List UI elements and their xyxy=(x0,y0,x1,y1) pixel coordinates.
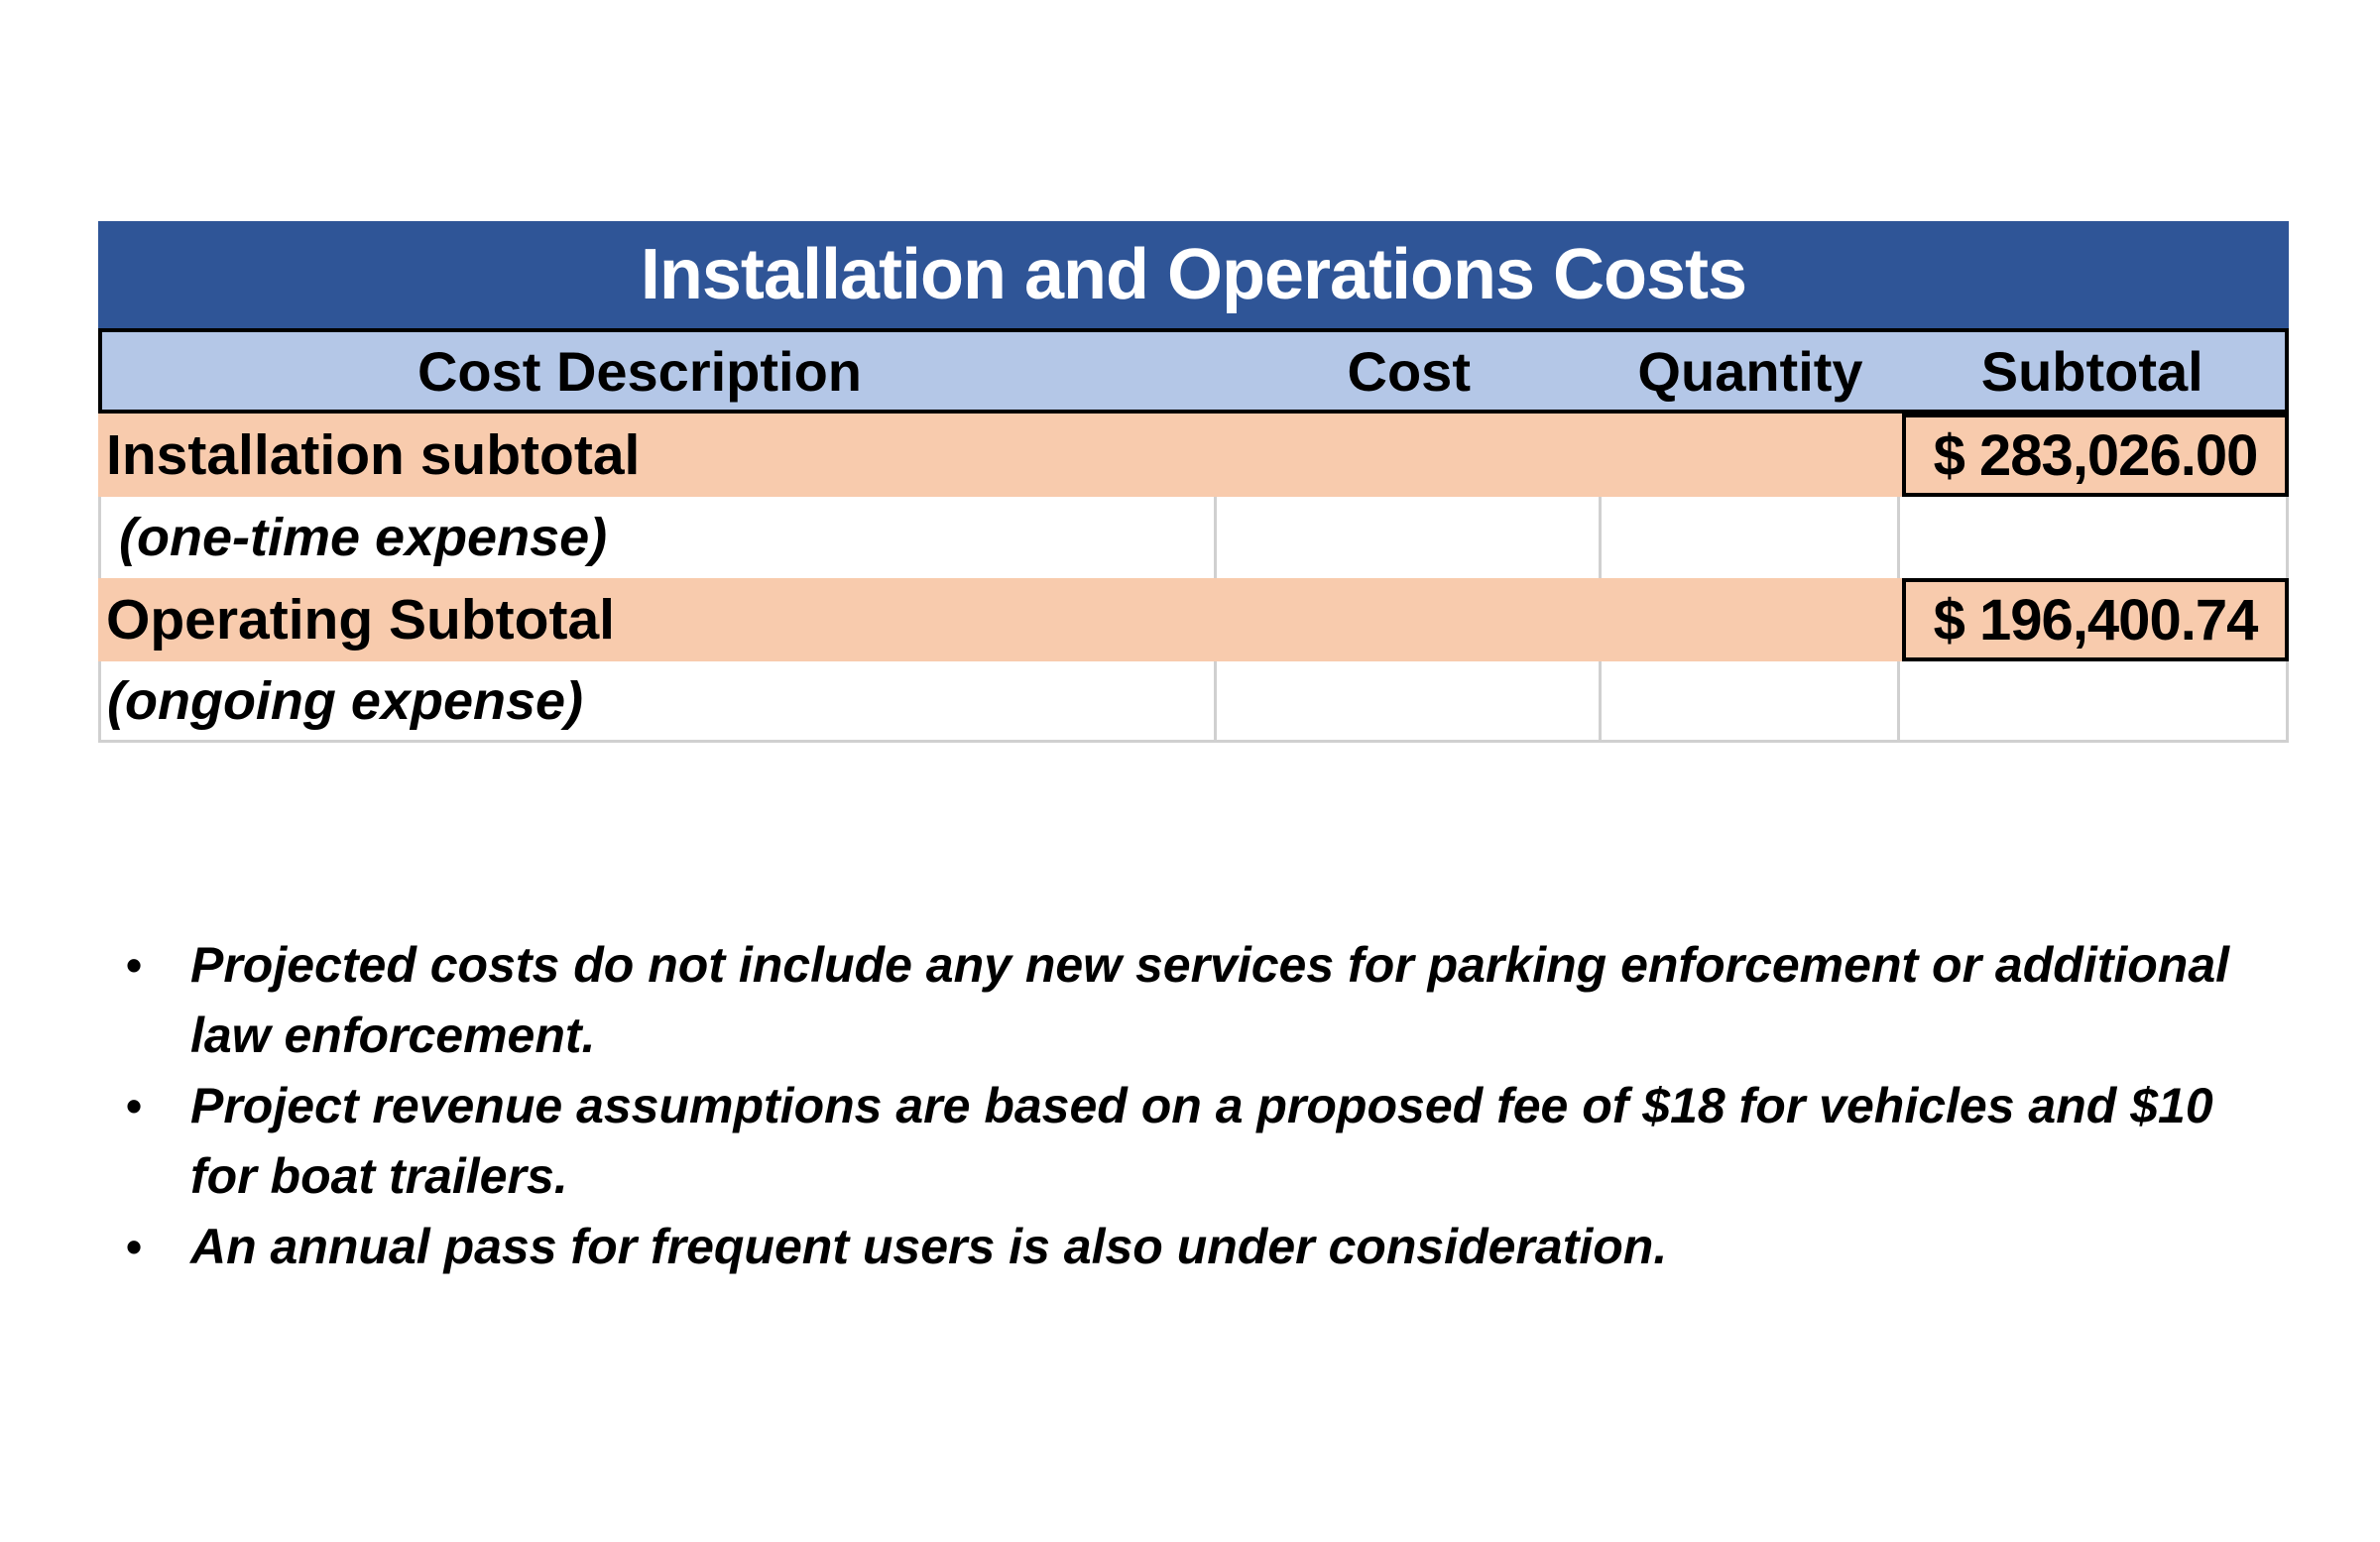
note-text: An annual pass for frequent users is also under consideration. xyxy=(190,1219,1668,1274)
note-item xyxy=(119,1212,2281,1282)
operating-note-quantity-cell xyxy=(1602,661,1900,740)
installation-subtotal-row xyxy=(98,414,2289,497)
column-header-cost-description: Cost Description xyxy=(416,339,863,403)
installation-cost-cell xyxy=(1217,414,1603,497)
operating-note-subtotal-cell xyxy=(1900,661,2286,740)
operating-note-cost-cell xyxy=(1217,661,1602,740)
operating-subtotal-label: Operating Subtotal xyxy=(106,588,615,652)
installation-note-row xyxy=(98,497,2289,578)
installation-note: (one-time expense) xyxy=(101,497,1217,578)
column-header-cost: Cost xyxy=(1347,339,1471,403)
installation-subtotal-label: Installation subtotal xyxy=(106,423,641,487)
installation-quantity-cell xyxy=(1603,414,1902,497)
installation-subtotal-value: $ 283,026.00 xyxy=(1902,414,2289,497)
table-header-row xyxy=(98,328,2289,414)
bullet-icon: • xyxy=(125,1080,143,1131)
note-item xyxy=(119,930,2281,1071)
note-text: Projected costs do not include any new services for parking enforcement or additional law enforcement. xyxy=(190,937,2230,1063)
operating-quantity-cell xyxy=(1603,578,1902,661)
column-header-subtotal: Subtotal xyxy=(1980,339,2203,403)
note-item xyxy=(119,1071,2281,1212)
notes-list xyxy=(119,930,2281,1282)
bullet-icon: • xyxy=(125,1221,143,1272)
operating-cost-cell xyxy=(1217,578,1603,661)
note-text: Project revenue assumptions are based on a proposed fee of $18 for vehicles and $10 for boat trailers. xyxy=(190,1078,2213,1204)
table-title: Installation and Operations Costs xyxy=(98,221,2289,328)
installation-note-cost-cell xyxy=(1217,497,1602,578)
operating-note: (ongoing expense) xyxy=(101,661,1217,740)
operating-subtotal-value: $ 196,400.74 xyxy=(1902,578,2289,661)
installation-note-subtotal-cell xyxy=(1900,497,2286,578)
operating-subtotal-row xyxy=(98,578,2289,661)
installation-note-quantity-cell xyxy=(1602,497,1900,578)
column-header-quantity: Quantity xyxy=(1637,339,1863,403)
cost-table xyxy=(98,221,2289,743)
bullet-icon: • xyxy=(125,939,143,991)
operating-note-row xyxy=(98,661,2289,743)
